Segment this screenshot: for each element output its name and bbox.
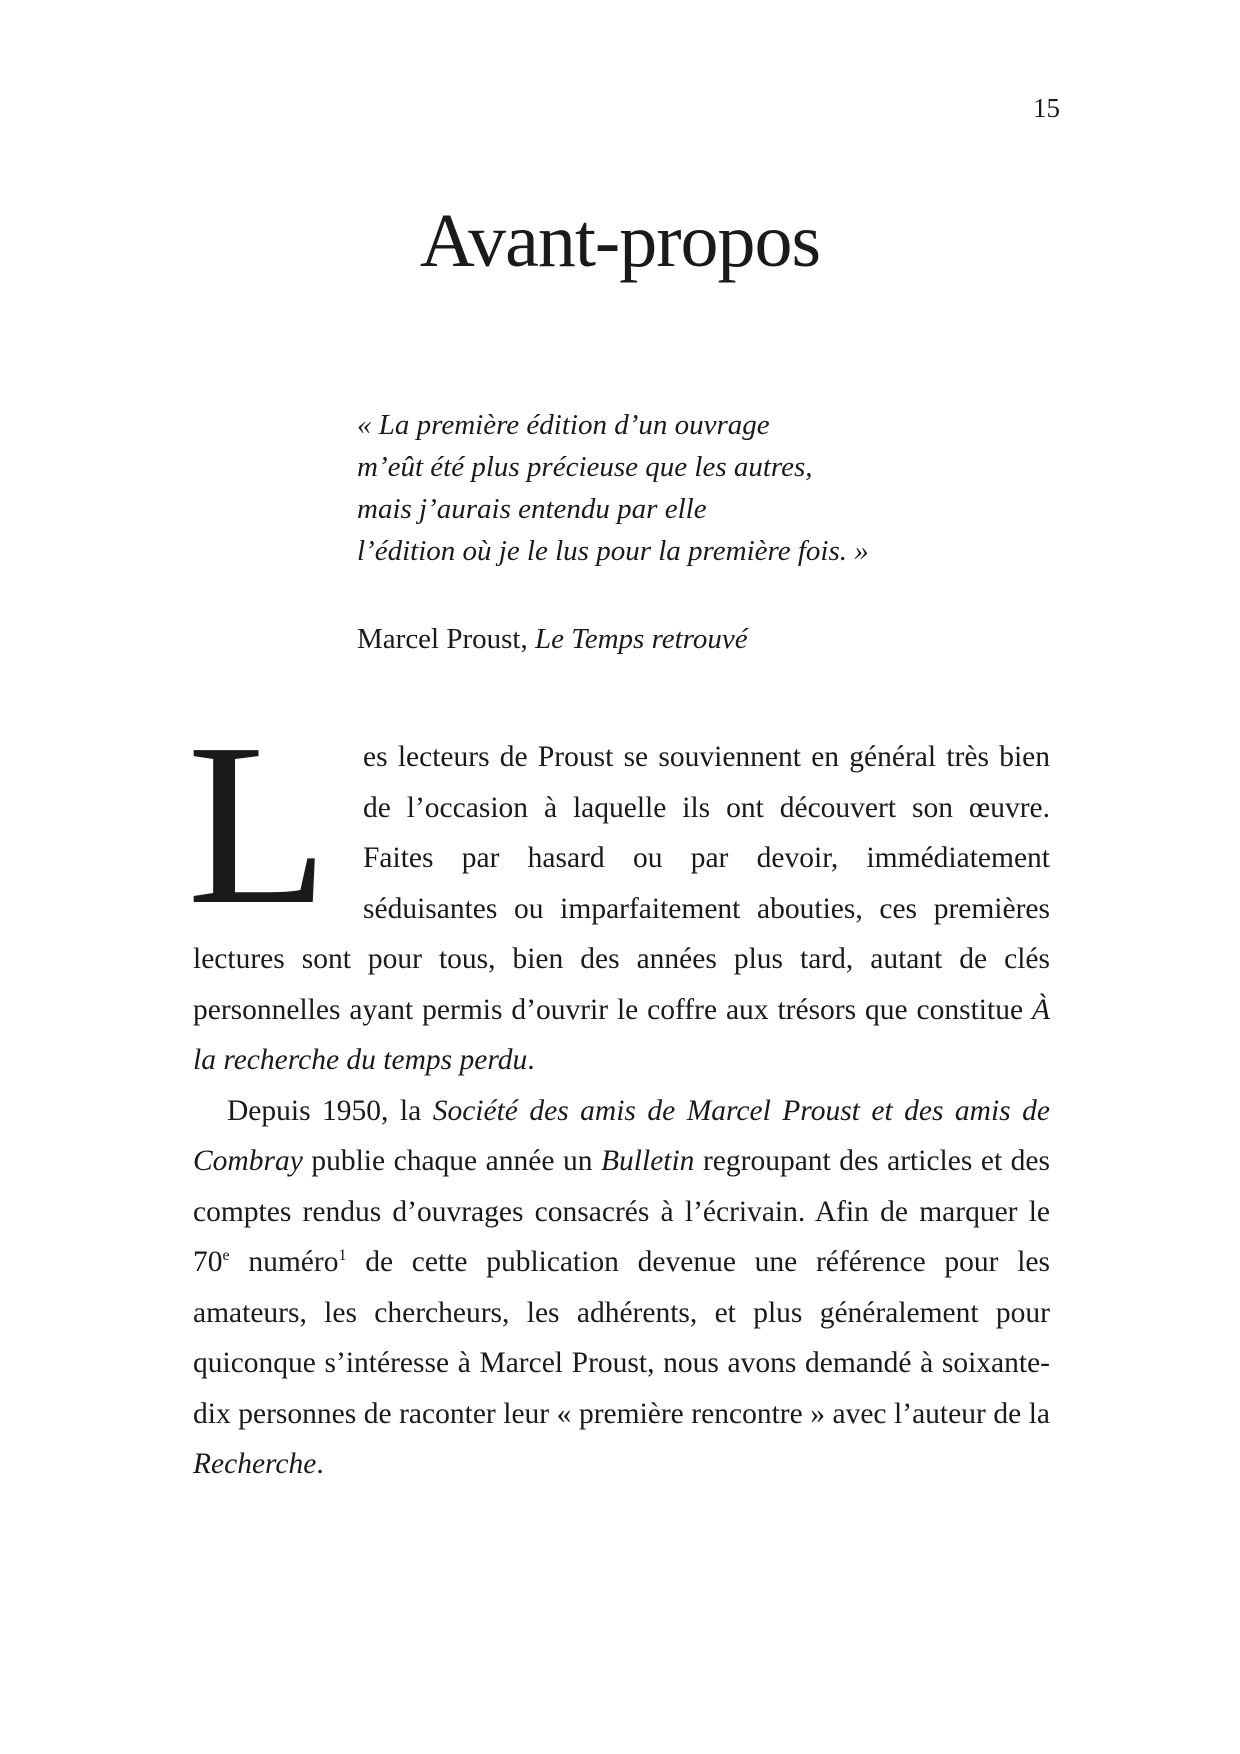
epigraph-quote [357, 404, 997, 572]
paragraph-2 [193, 1086, 1050, 1490]
work-title-recherche-full: À la recherche du temps perdu [193, 993, 1050, 1076]
society-name: Société des amis de Marcel Proust et des amis de Combray [193, 1094, 1050, 1177]
chapter-title: Avant-propos [419, 199, 821, 283]
paragraph-2-text-e: de cette publication devenue une référence pour les amateurs, les chercheurs, les adhérents, et plus généralement pour quiconque s’intéresse à Marcel Proust, nous avons demandé à soixante-dix personnes de raconter leur « première rencontre » avec l’auteur de la [193, 1246, 1050, 1430]
paragraph-2-text-a: Depuis 1950, la [227, 1094, 433, 1127]
bulletin-title: Bulletin [601, 1145, 695, 1177]
paragraph-2-text-b: publie chaque année un [302, 1145, 602, 1177]
epigraph-attribution [357, 618, 997, 660]
paragraph-1-end: . [527, 1044, 535, 1076]
epigraph-line: mais j’aurais entendu par elle [357, 493, 707, 525]
ordinal-superscript: e [222, 1247, 230, 1264]
attribution-work-title: Le Temps retrouvé [535, 623, 748, 655]
body-text [187, 696, 1050, 1490]
paragraph-1-text: es lecteurs de Proust se souviennent en général très bien de l’occasion à laquelle ils ont découvert son œuvre. Faites par hasard ou par devoir, immédiatement séduisantes ou imparfaitement abouties, ces premières lectures sont pour tous, bien des années plus tard, autant de clés personnelles ayant permis d’ouvrir le coffre aux trésors que constitue [193, 741, 1050, 1026]
paragraph-2-end: . [316, 1448, 324, 1480]
paragraph-1 [187, 696, 1050, 1086]
footnote-marker[interactable]: 1 [338, 1247, 347, 1264]
paragraph-2-text-c: regroupant des articles et des comptes rendus d’ouvrages consacrés à l’écrivain. Afin de marquer le 70 [193, 1145, 1050, 1278]
epigraph-line: « La première édition d’un ouvrage [357, 409, 770, 441]
page-number: 15 [1033, 93, 1060, 123]
drop-cap [187, 696, 363, 953]
attribution-author: Marcel Proust, [357, 623, 535, 655]
epigraph-line: l’édition où je le lus pour la première fois. » [357, 535, 869, 567]
epigraph-line: m’eût été plus précieuse que les autres, [357, 451, 813, 483]
paragraph-2-text-d: numéro [229, 1246, 339, 1278]
work-title-recherche-short: Recherche [193, 1448, 317, 1480]
drop-cap-letter: L [187, 696, 329, 953]
